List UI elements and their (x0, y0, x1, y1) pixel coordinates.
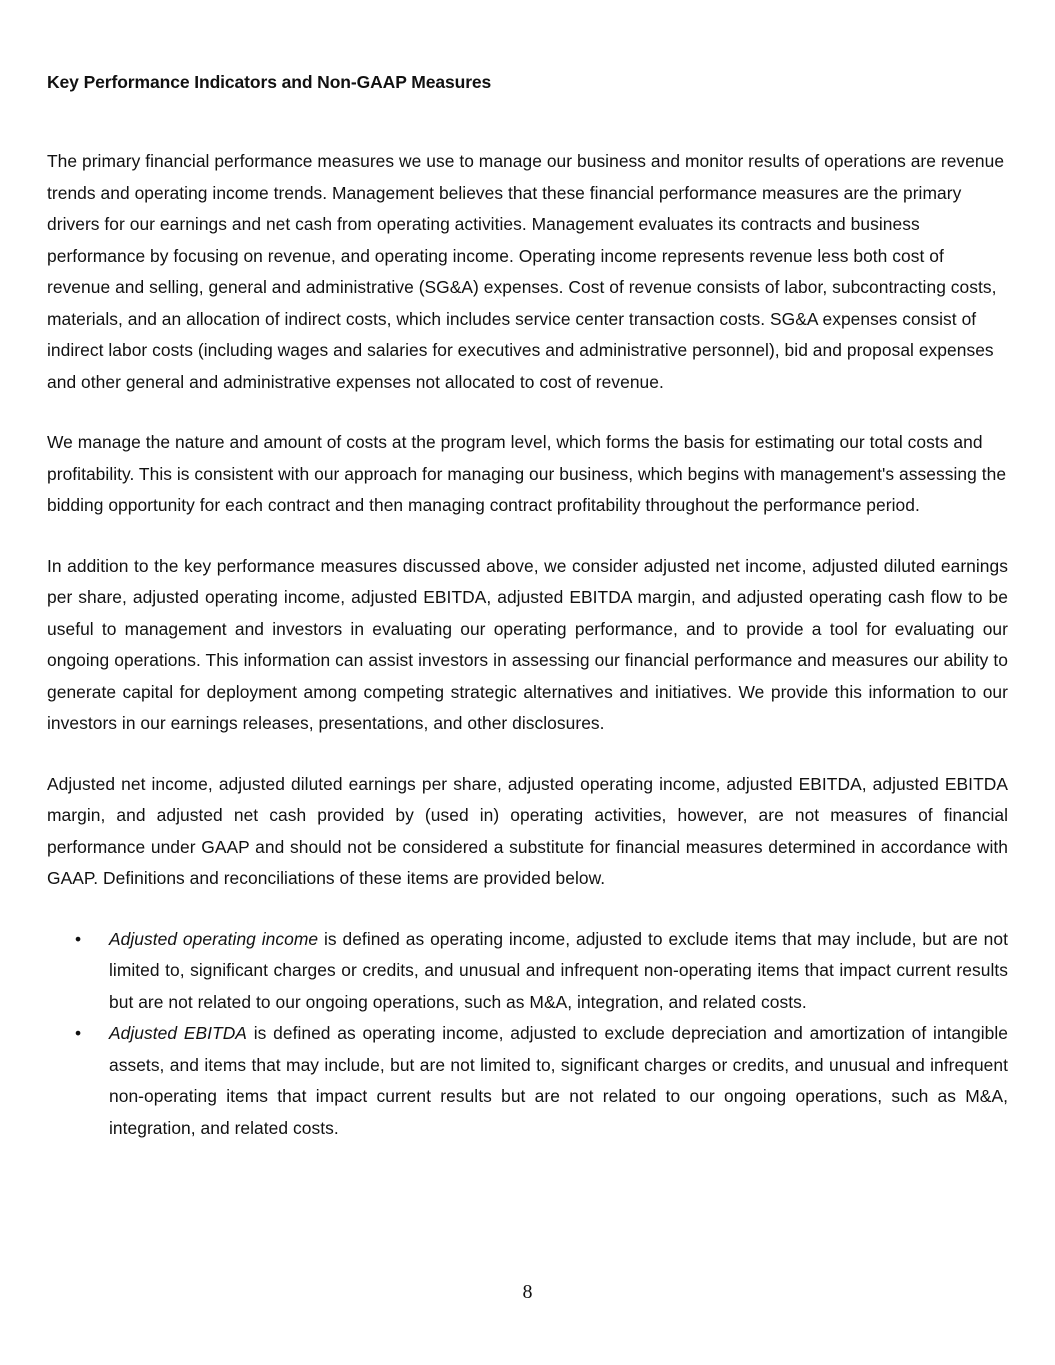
definitions-list (47, 924, 1008, 1145)
list-item (47, 1018, 1008, 1144)
section-heading: Key Performance Indicators and Non-GAAP Measures (47, 72, 492, 92)
paragraph-non-gaap-disclaimer: Adjusted net income, adjusted diluted earnings per share, adjusted operating income, adjusted EBITDA, adjusted EBITDA margin, and adjusted net cash provided by (used in) operating activities, however, are not measures of financial performance under GAAP and should not be considered a substitute for financial measures determined in accordance with GAAP. Definitions and reconciliations of these items are provided below. (47, 773, 1008, 888)
page-number: 8 (522, 1281, 533, 1303)
paragraph-kpi-overview: The primary financial performance measures we use to manage our business and monitor results of operations are revenue trends and operating income trends. Management believes that these financial performance measures are the primary drivers for our earnings and net cash from operating activities. Management evaluates its contracts and business performance by focusing on revenue, and operating income. Operating income represents revenue less both cost of revenue and selling, general and administrative (SG&A) expenses. Cost of revenue consists of labor, subcontracting costs, materials, and an allocation of indirect costs, which includes service center transaction costs. SG&A expenses consist of indirect labor costs (including wages and salaries for executives and administrative personnel), bid and proposal expenses and other general and administrative expenses not allocated to cost of revenue. (47, 151, 1005, 392)
list-item (47, 924, 1008, 1019)
document-page (47, 68, 1008, 1144)
paragraph-cost-management: We manage the nature and amount of costs at the program level, which forms the basis for estimating our total costs and profitability. This is consistent with our approach for managing our business, which begins with management's assessing the bidding opportunity for each contract and then managing contract profitability throughout the performance period. (47, 432, 1007, 515)
definition-text: is defined as operating income, adjusted to exclude items that may include, but are not limited to, significant charges or credits, and unusual and infrequent non-operating items that impact current results but are not related to our ongoing operations, such as M&A, integration, and related costs. (109, 928, 1008, 1012)
definition-text: is defined as operating income, adjusted to exclude depreciation and amortization of intangible assets, and items that may include, but are not limited to, significant charges or credits, and unusual and infrequent non-operating items that impact current results but are not related to our ongoing operations, such as M&A, integration, and related costs. (109, 1023, 1008, 1138)
bullet-icon: • (75, 928, 82, 949)
bullet-icon: • (75, 1023, 82, 1043)
paragraph-non-gaap-usefulness: In addition to the key performance measures discussed above, we consider adjusted net income, adjusted diluted earnings per share, adjusted operating income, adjusted EBITDA, adjusted EBITDA margin, and adjusted operating cash flow to be useful to management and investors in evaluating our operating performance, and to provide a tool for evaluating our ongoing operations. This information can assist investors in assessing our financial performance and measures our ability to generate capital for deployment among competing strategic alternatives and initiatives. We provide this information to our investors in our earnings releases, presentations, and other disclosures. (47, 555, 1008, 733)
definition-term: Adjusted EBITDA (109, 1023, 247, 1043)
definition-term: Adjusted operating income (109, 928, 319, 949)
